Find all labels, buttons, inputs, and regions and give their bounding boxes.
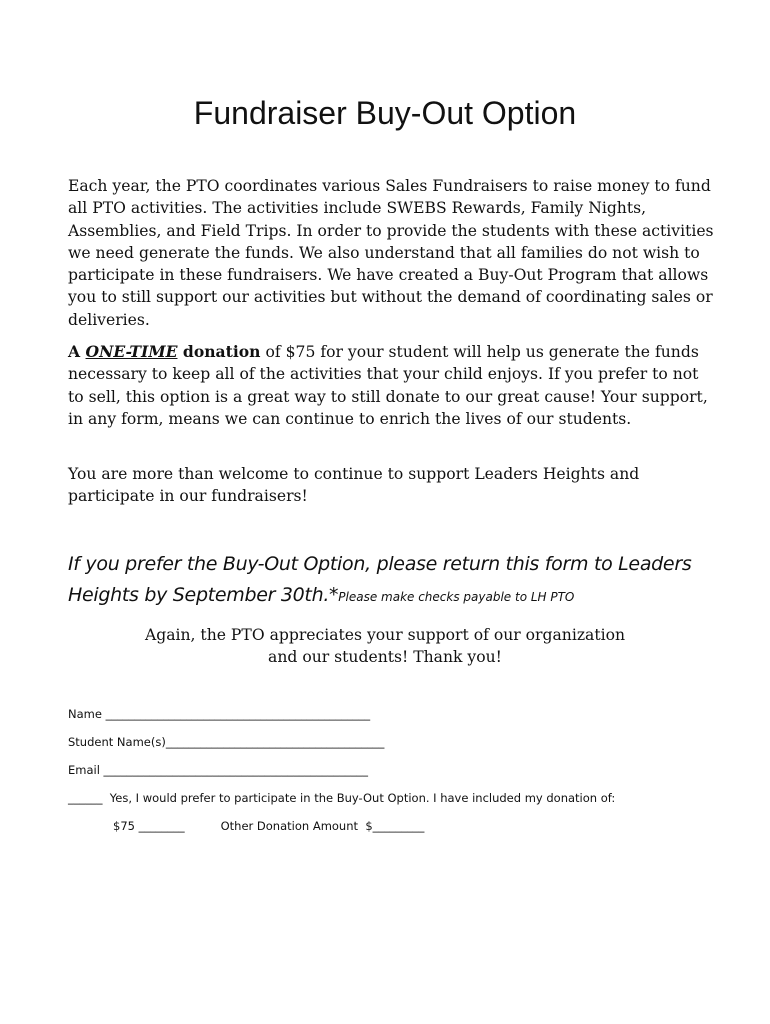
return-notice-text: If you prefer the Buy-Out Option, please return this form to Leaders Heights by September 30th.* xyxy=(68,553,692,606)
thanks-line-2: and our students! Thank you! xyxy=(268,648,502,667)
buyout-option-checkline[interactable]: ______ Yes, I would prefer to participate in the Buy-Out Option. I have included my donation of: xyxy=(68,791,616,805)
donation-paragraph xyxy=(68,341,718,430)
checks-note: Please make checks payable to LH PTO xyxy=(338,590,575,604)
welcome-paragraph: You are more than welcome to continue to support Leaders Heights and participate in our fundraisers! xyxy=(68,465,640,506)
thanks-message xyxy=(0,624,770,669)
return-notice xyxy=(68,549,748,613)
email-field[interactable]: Email ______________________________________________ xyxy=(68,763,369,777)
one-time-emphasis: ONE-TIME xyxy=(85,342,178,361)
name-field[interactable]: Name ______________________________________________ xyxy=(68,707,371,721)
intro-paragraph: Each year, the PTO coordinates various Sales Fundraisers to raise money to fund all PTO activities. The activities include SWEBS Rewards, Family Nights, Assemblies, and Field Trips. In order to provide the students with these activities we need generate the funds. We also understand that all families do not wish to participate in these fundraisers. We have created a Buy-Out Program that allows you to still support our activities but without the demand of coordinating sales or deliveries. xyxy=(68,177,714,329)
donation-rest: of $75 for your student will help us generate the funds necessary to keep all of the activities that your child enjoys. If you prefer to not to sell, this option is a great way to still donate to our great cause! Your support, in any form, means we can continue to enrich the lives of our students. xyxy=(68,343,708,428)
other-amount-field[interactable]: Other Donation Amount $_________ xyxy=(220,819,425,833)
student-name-field[interactable]: Student Name(s)______________________________________ xyxy=(68,735,385,749)
page-title: Fundraiser Buy-Out Option xyxy=(193,95,577,131)
donation-amount-row xyxy=(113,818,424,834)
thanks-line-1: Again, the PTO appreciates your support of our organization xyxy=(144,626,626,644)
amount-75-field[interactable]: $75 ________ xyxy=(113,819,185,833)
donation-bold-word: donation xyxy=(177,342,261,361)
donation-lead: A xyxy=(68,342,86,361)
